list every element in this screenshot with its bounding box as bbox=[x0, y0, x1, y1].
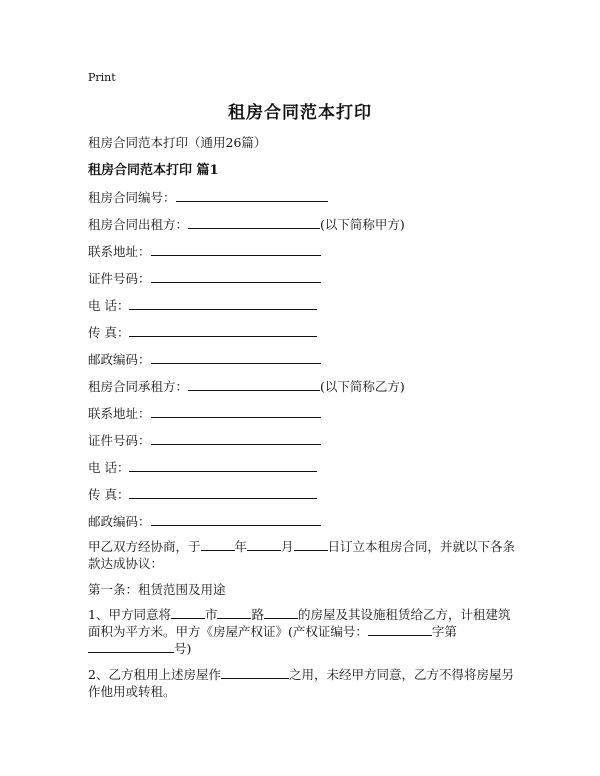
blank-line bbox=[294, 538, 328, 551]
clause-text: 号) bbox=[174, 641, 192, 656]
field-suffix: (以下简称乙方) bbox=[320, 379, 405, 394]
field-lessee-address bbox=[88, 404, 321, 422]
blank-line bbox=[151, 512, 321, 526]
field-label: 电 话： bbox=[88, 460, 130, 475]
field-label: 证件号码： bbox=[88, 271, 151, 286]
blank-line bbox=[221, 666, 289, 679]
field-label: 租房合同承租方： bbox=[88, 379, 189, 394]
field-label: 邮政编码： bbox=[88, 514, 151, 529]
field-lessor-fax bbox=[88, 323, 317, 341]
field-contract-no bbox=[88, 188, 328, 206]
field-lessee-zip bbox=[88, 512, 321, 530]
blank-line bbox=[151, 350, 321, 364]
agreement-text: 年 bbox=[234, 539, 248, 554]
section-heading: 租房合同范本打印 篇1 bbox=[88, 163, 219, 178]
field-lessee-phone bbox=[88, 458, 317, 476]
field-label: 电 话： bbox=[88, 298, 130, 313]
agreement-text: 甲乙双方经协商，于 bbox=[88, 539, 201, 554]
blank-line bbox=[171, 606, 205, 619]
print-label: Print bbox=[88, 71, 116, 84]
agreement-text: 月 bbox=[281, 539, 294, 554]
blank-line bbox=[129, 485, 317, 499]
field-lessee-fax bbox=[88, 485, 317, 503]
field-lessor-address bbox=[88, 242, 321, 260]
field-lessee bbox=[88, 377, 405, 395]
field-lessor-id bbox=[88, 269, 321, 287]
agreement-paragraph bbox=[88, 538, 518, 572]
field-label: 租房合同编号： bbox=[88, 190, 176, 205]
article-heading: 第一条：租赁范围及用途 bbox=[88, 582, 226, 597]
blank-line bbox=[217, 606, 251, 619]
clause-text: 的房屋及其设施租赁给乙方，计租建筑面积为平方米。甲方《房屋产权证》(产权证编号： bbox=[88, 607, 511, 639]
page-title: 租房合同范本打印 bbox=[228, 103, 372, 123]
field-label: 租房合同出租方： bbox=[88, 217, 189, 232]
blank-line bbox=[368, 623, 432, 636]
blank-line bbox=[129, 323, 317, 337]
clause-text: 字第 bbox=[431, 624, 457, 639]
blank-line bbox=[201, 538, 235, 551]
blank-line bbox=[151, 404, 321, 418]
blank-line bbox=[151, 242, 321, 256]
clause-2 bbox=[88, 666, 518, 700]
field-suffix: (以下简称甲方) bbox=[320, 217, 405, 232]
clause-text: 之用，未经甲方同意，乙方不得将房屋另作他用或转租。 bbox=[88, 667, 514, 699]
field-lessor-phone bbox=[88, 296, 317, 314]
blank-line bbox=[264, 606, 298, 619]
blank-line bbox=[151, 269, 321, 283]
blank-line bbox=[88, 640, 174, 653]
clause-1 bbox=[88, 606, 518, 657]
clause-text: 路 bbox=[251, 607, 264, 622]
blank-line bbox=[188, 377, 320, 391]
agreement-text: 日订立本租房合同，并就以下各条款达成协议： bbox=[88, 539, 516, 571]
field-label: 联系地址： bbox=[88, 244, 151, 259]
blank-line bbox=[151, 431, 321, 445]
clause-text: 1、甲方同意将 bbox=[88, 607, 171, 622]
field-label: 邮政编码： bbox=[88, 352, 151, 367]
clause-text: 2、乙方租用上述房屋作 bbox=[88, 667, 221, 682]
clause-text: 市 bbox=[204, 607, 218, 622]
field-label: 传 真： bbox=[88, 325, 130, 340]
blank-line bbox=[176, 188, 328, 202]
field-lessor bbox=[88, 215, 405, 233]
blank-line bbox=[188, 215, 320, 229]
field-label: 证件号码： bbox=[88, 433, 151, 448]
field-lessee-id bbox=[88, 431, 321, 449]
field-label: 传 真： bbox=[88, 487, 130, 502]
document-subtitle: 租房合同范本打印（通用26篇） bbox=[88, 135, 267, 150]
blank-line bbox=[247, 538, 281, 551]
blank-line bbox=[129, 296, 317, 310]
blank-line bbox=[129, 458, 317, 472]
field-lessor-zip bbox=[88, 350, 321, 368]
field-label: 联系地址： bbox=[88, 406, 151, 421]
